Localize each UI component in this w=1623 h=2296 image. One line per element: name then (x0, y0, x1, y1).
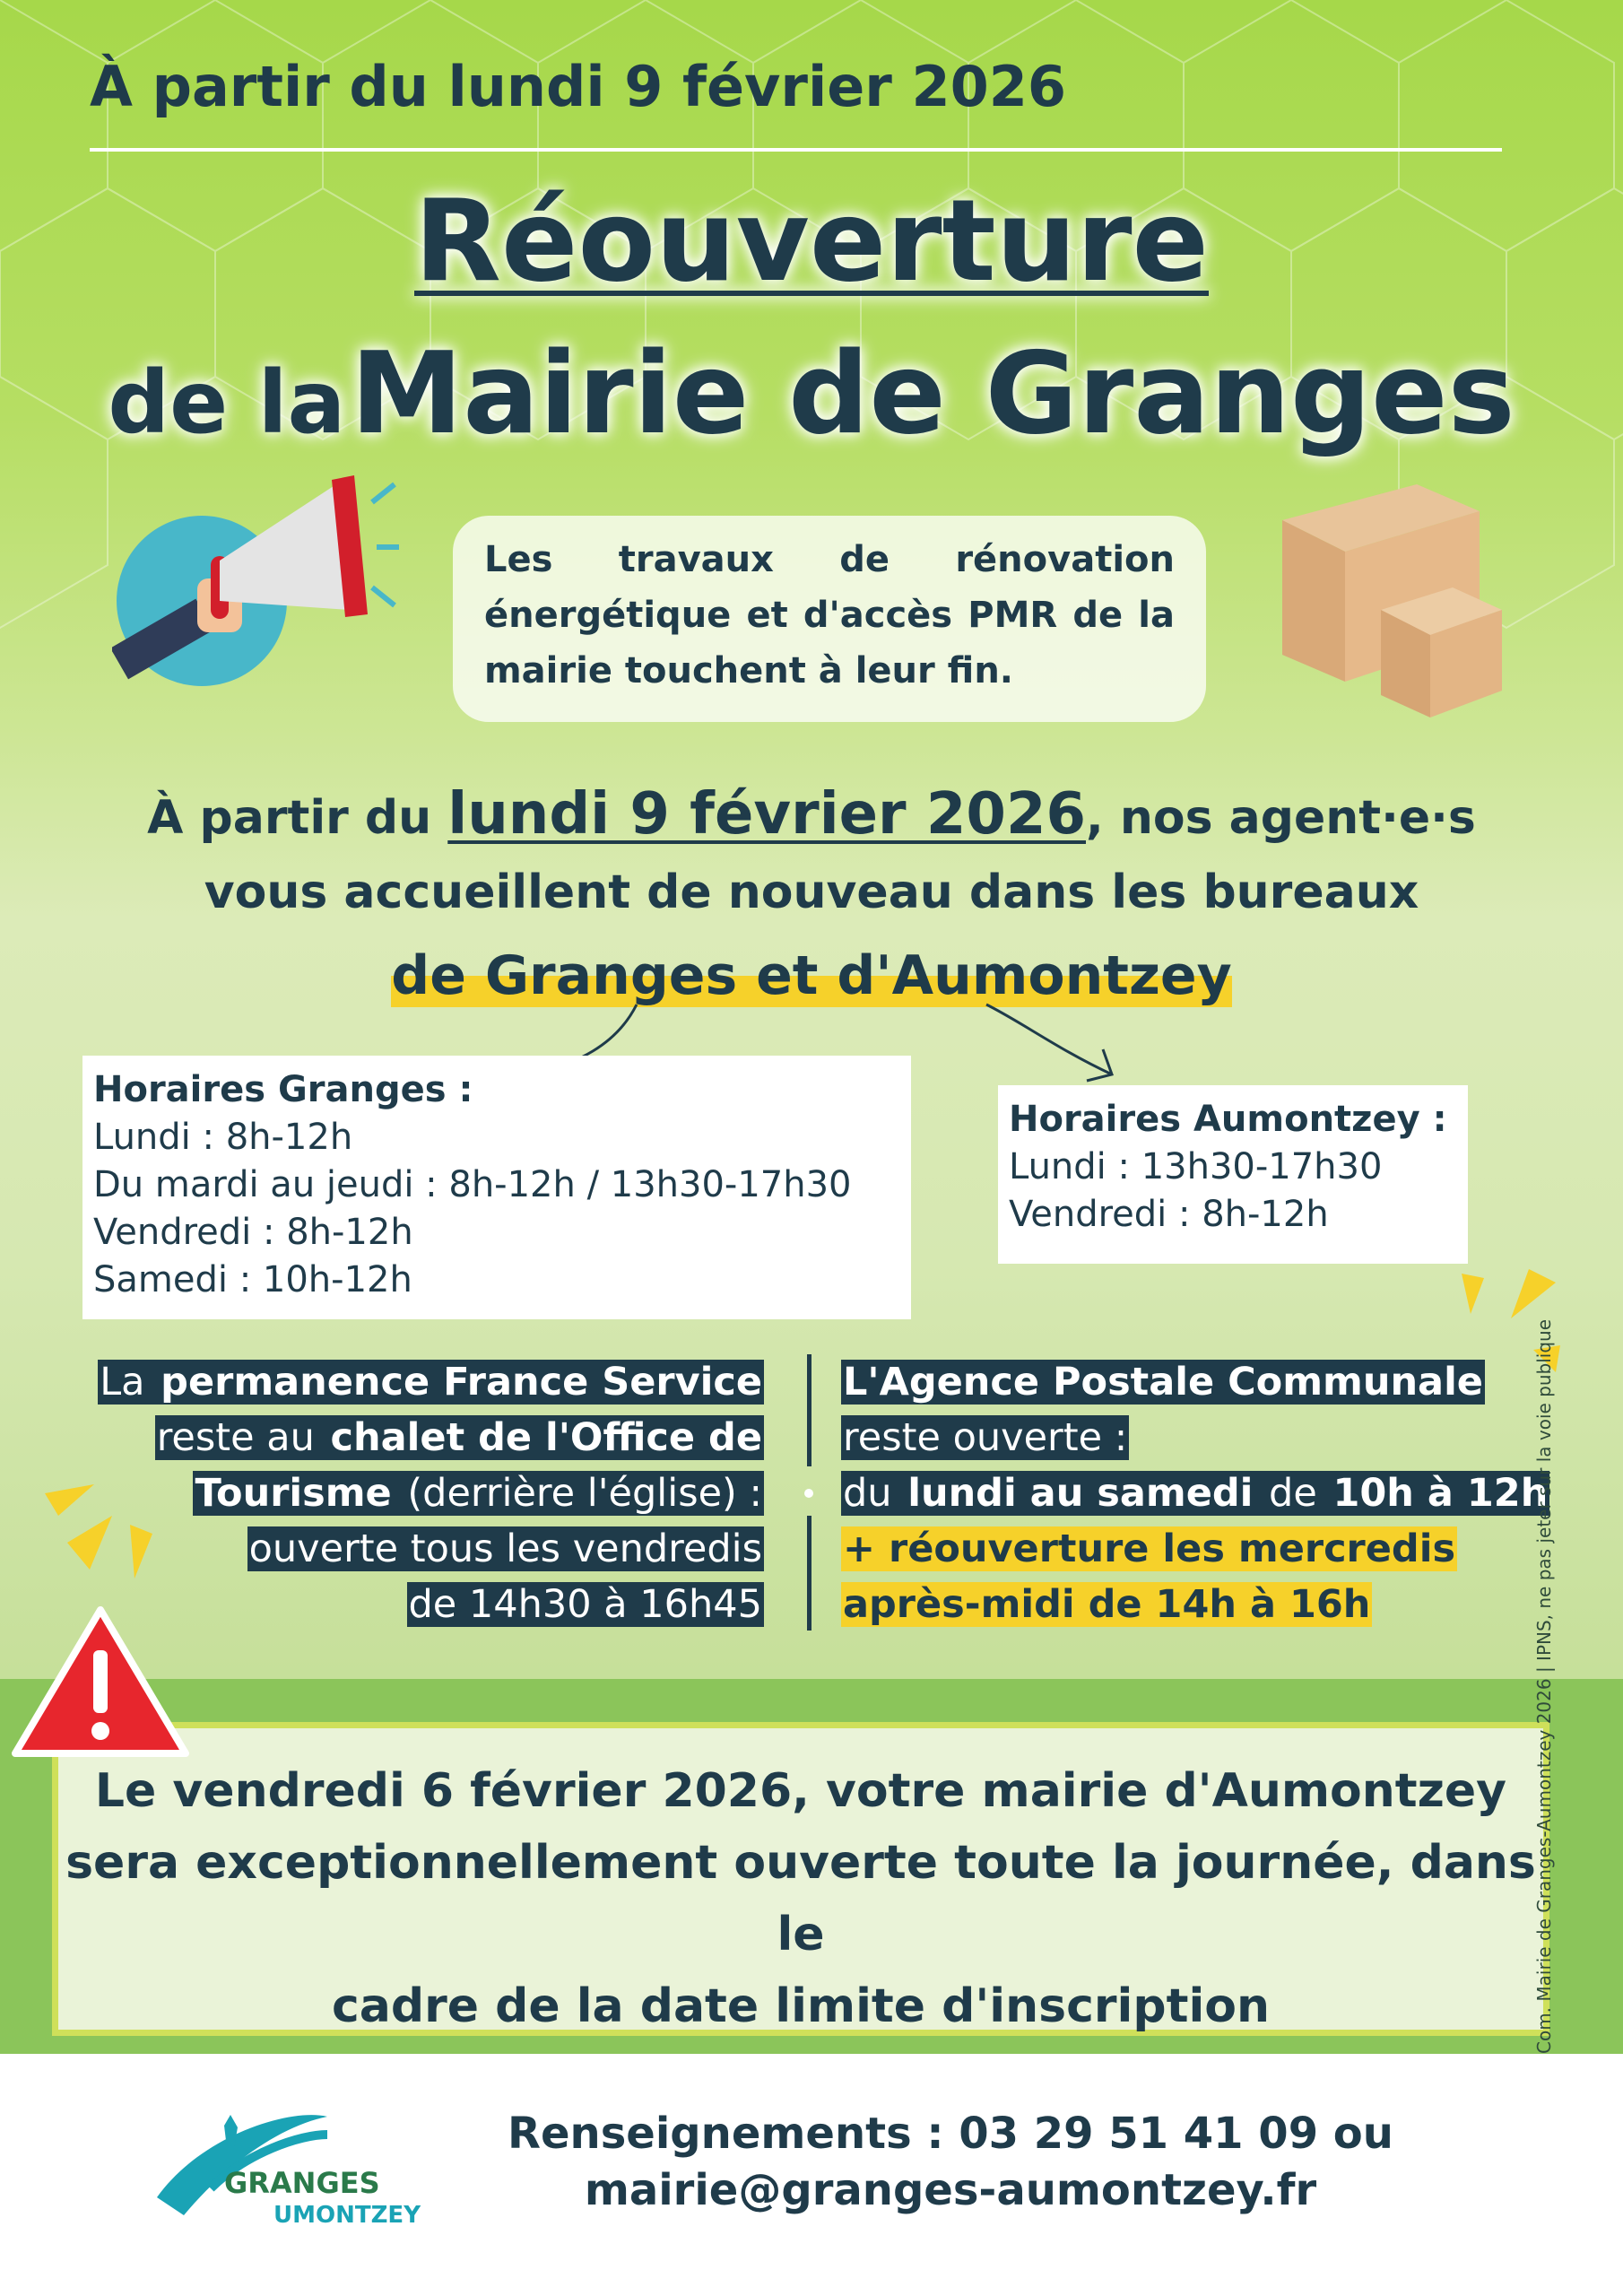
top-date: À partir du lundi 9 février 2026 (90, 54, 1067, 119)
announcement-suffix: , nos agent·e·s (1086, 791, 1476, 845)
contact-info (502, 2106, 1399, 2219)
ap-l3d: 10h à 12h (1332, 1471, 1549, 1516)
megaphone-icon (112, 466, 399, 691)
title-line2-small: de la (108, 352, 346, 453)
announcement-date: lundi 9 février 2026 (447, 781, 1086, 848)
logo-text-1: GRANGES (224, 2166, 380, 2200)
warning-line: cadre de la date limite d'inscription (331, 1979, 1271, 2033)
announcement-prefix: À partir du (147, 791, 432, 845)
contact-email[interactable]: mairie@granges-aumontzey.fr (584, 2165, 1317, 2215)
warning-box (52, 1722, 1549, 2036)
hours-aumontzey-title: Horaires Aumontzey : (1009, 1099, 1447, 1140)
title-line1: Réouverture (414, 175, 1209, 307)
ap-l5: après-midi de 14h à 16h (843, 1582, 1371, 1627)
hours-granges-line: Du mardi au jeudi : 8h-12h / 13h30-17h30 (93, 1164, 852, 1205)
fs-l3b: (derrière l'église) : (395, 1471, 762, 1516)
hours-granges-line: Vendredi : 8h-12h (93, 1212, 413, 1253)
announcement-line3: de Granges et d'Aumontzey (391, 944, 1232, 1007)
agence-postale-block (841, 1354, 1576, 1632)
separator (807, 1354, 812, 1466)
fs-l5: de 14h30 à 16h45 (408, 1582, 762, 1627)
hours-aumontzey (998, 1085, 1468, 1264)
ap-l3a: du (843, 1471, 905, 1516)
logo (148, 2099, 435, 2251)
divider (90, 148, 1502, 152)
hours-granges-line: Samedi : 10h-12h (93, 1259, 412, 1300)
fs-l4: ouverte tous les vendredis (248, 1526, 762, 1571)
hours-granges-line: Lundi : 8h-12h (93, 1117, 353, 1158)
announcement (0, 771, 1623, 1022)
fs-l1a: La (100, 1360, 158, 1405)
separator (807, 1516, 812, 1631)
ap-l4: + réouverture les mercredis (843, 1526, 1456, 1571)
title-line2-big: Mairie de Granges (350, 327, 1515, 459)
announcement-line1 (0, 771, 1623, 861)
warning-line: sera exceptionnellement ouverte toute la journée, dans le (65, 1836, 1536, 1961)
fs-l1b: permanence France Service (161, 1360, 762, 1405)
ap-l1: L'Agence Postale Communale (843, 1360, 1483, 1405)
intro-text: Les travaux de rénovation énergétique et d'accès PMR de la mairie touchent à leur fin. (484, 539, 1175, 691)
contact-phone: Renseignements : 03 29 51 41 09 ou (508, 2109, 1393, 2159)
france-service-block (82, 1354, 764, 1632)
fs-l2a: reste au (156, 1415, 327, 1460)
fs-l2b: chalet de l'Office de (330, 1415, 762, 1460)
announcement-line2: vous accueillent de nouveau dans les bureaux (204, 865, 1419, 919)
page-title (0, 175, 1623, 307)
warning-line: Le vendredi 6 février 2026, votre mairie d'Aumontzey (94, 1764, 1507, 1818)
hours-granges (82, 1056, 911, 1319)
hours-aumontzey-line: Lundi : 13h30-17h30 (1009, 1146, 1383, 1187)
boxes-icon (1273, 475, 1506, 726)
ap-l3c: de (1256, 1471, 1330, 1516)
warning-icon (11, 1601, 190, 1762)
side-note: Com. Mairie de Granges-Aumontzey 2026 | IPNS, ne pas jeter sur la voie publique (1533, 1318, 1555, 2054)
logo-text-2: UMONTZEY (273, 2202, 421, 2229)
separator-dot (804, 1489, 813, 1498)
hours-granges-title: Horaires Granges : (93, 1069, 473, 1110)
fs-l3a: Tourisme (195, 1471, 392, 1516)
hours-aumontzey-line: Vendredi : 8h-12h (1009, 1194, 1329, 1235)
ap-l2: reste ouverte : (843, 1415, 1128, 1460)
page-subtitle (0, 327, 1623, 459)
ap-l3b: lundi au samedi (907, 1471, 1254, 1516)
intro-box (453, 516, 1206, 722)
